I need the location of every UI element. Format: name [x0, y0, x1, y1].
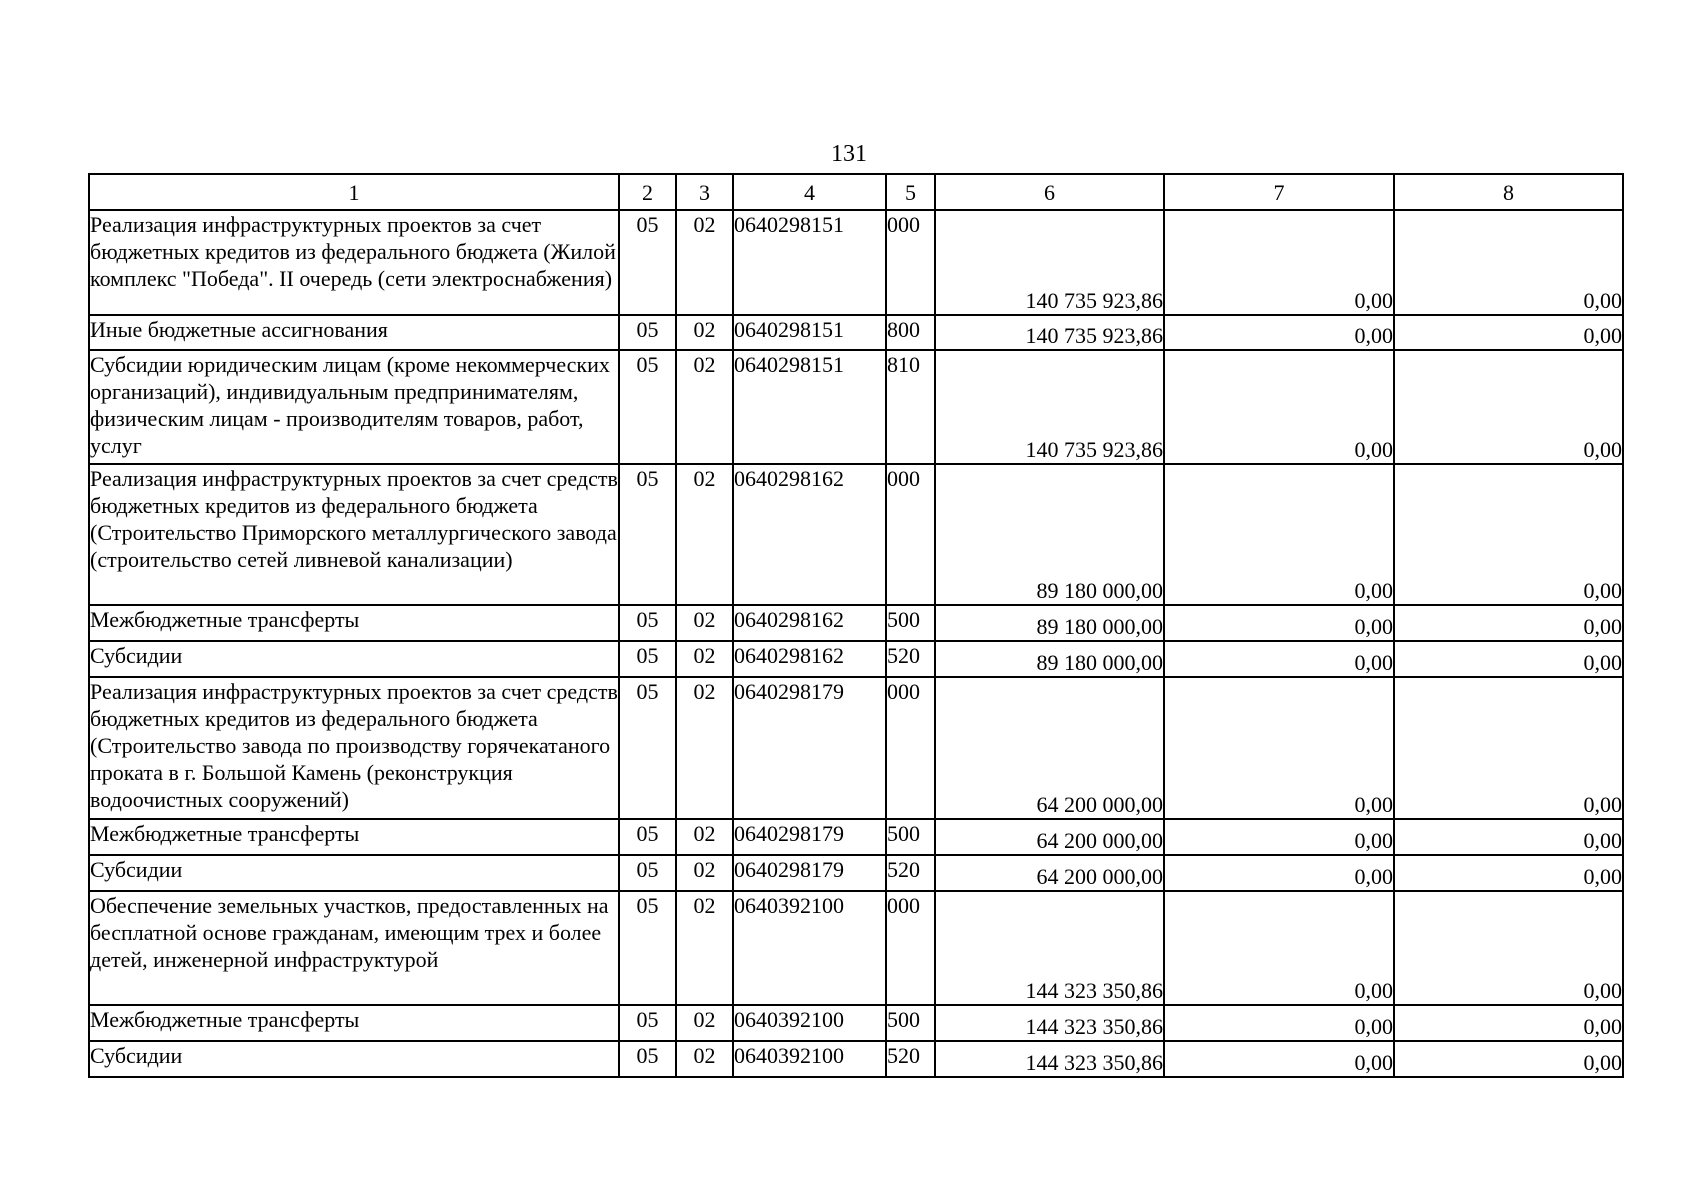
- row-expense-type: 000: [886, 891, 935, 1005]
- row-target-code: 0640298179: [733, 677, 886, 819]
- row-amount-7: 0,00: [1164, 464, 1394, 605]
- table-row: [89, 855, 1623, 891]
- row-amount-7: 0,00: [1164, 1041, 1394, 1077]
- row-amount-6: 144 323 350,86: [935, 1041, 1164, 1077]
- row-name: Межбюджетные трансферты: [89, 605, 619, 641]
- row-subsection: 02: [676, 464, 733, 605]
- row-target-code: 0640298151: [733, 210, 886, 315]
- row-target-code: 0640298151: [733, 315, 886, 350]
- row-subsection: 02: [676, 1005, 733, 1041]
- row-expense-type: 000: [886, 210, 935, 315]
- row-amount-8: 0,00: [1394, 677, 1623, 819]
- row-amount-8: 0,00: [1394, 350, 1623, 464]
- row-expense-type: 520: [886, 855, 935, 891]
- header-cell-2: 2: [619, 174, 676, 210]
- row-section: 05: [619, 855, 676, 891]
- header-cell-1: 1: [89, 174, 619, 210]
- row-subsection: 02: [676, 641, 733, 677]
- row-target-code: 0640392100: [733, 1005, 886, 1041]
- row-amount-6: 144 323 350,86: [935, 1005, 1164, 1041]
- row-amount-6: 64 200 000,00: [935, 855, 1164, 891]
- row-expense-type: 520: [886, 1041, 935, 1077]
- row-amount-7: 0,00: [1164, 641, 1394, 677]
- header-cell-5: 5: [886, 174, 935, 210]
- table-row: [89, 641, 1623, 677]
- row-amount-7: 0,00: [1164, 605, 1394, 641]
- row-subsection: 02: [676, 891, 733, 1005]
- row-amount-6: 89 180 000,00: [935, 605, 1164, 641]
- table-row: [89, 1041, 1623, 1077]
- table-row: [89, 464, 1623, 605]
- row-subsection: 02: [676, 819, 733, 855]
- row-amount-8: 0,00: [1394, 1041, 1623, 1077]
- row-name: Реализация инфраструктурных проектов за счет средств бюджетных кредитов из федерального бюджета (Строительство Приморского металлургического завода (строительство сетей ливневой канализации): [89, 464, 619, 605]
- header-cell-7: 7: [1164, 174, 1394, 210]
- row-expense-type: 000: [886, 677, 935, 819]
- row-section: 05: [619, 464, 676, 605]
- row-amount-7: 0,00: [1164, 210, 1394, 315]
- row-amount-8: 0,00: [1394, 641, 1623, 677]
- row-expense-type: 800: [886, 315, 935, 350]
- row-section: 05: [619, 350, 676, 464]
- table-header-row: [89, 174, 1623, 210]
- row-target-code: 0640298179: [733, 855, 886, 891]
- row-amount-6: 140 735 923,86: [935, 350, 1164, 464]
- row-amount-7: 0,00: [1164, 1005, 1394, 1041]
- row-name: Реализация инфраструктурных проектов за счет средств бюджетных кредитов из федерального бюджета (Строительство завода по производству горячекатаного проката в г. Большой Камень (реконструкция водоочистных сооружений): [89, 677, 619, 819]
- row-amount-6: 64 200 000,00: [935, 677, 1164, 819]
- row-section: 05: [619, 1041, 676, 1077]
- row-amount-7: 0,00: [1164, 819, 1394, 855]
- table-row: [89, 350, 1623, 464]
- table-row: [89, 677, 1623, 819]
- row-subsection: 02: [676, 1041, 733, 1077]
- row-name: Межбюджетные трансферты: [89, 819, 619, 855]
- row-subsection: 02: [676, 315, 733, 350]
- header-cell-4: 4: [733, 174, 886, 210]
- row-amount-8: 0,00: [1394, 315, 1623, 350]
- row-name: Субсидии: [89, 641, 619, 677]
- row-target-code: 0640298179: [733, 819, 886, 855]
- row-subsection: 02: [676, 210, 733, 315]
- row-section: 05: [619, 605, 676, 641]
- row-amount-8: 0,00: [1394, 819, 1623, 855]
- row-subsection: 02: [676, 350, 733, 464]
- row-amount-6: 144 323 350,86: [935, 891, 1164, 1005]
- row-expense-type: 500: [886, 1005, 935, 1041]
- row-target-code: 0640298162: [733, 464, 886, 605]
- row-amount-7: 0,00: [1164, 677, 1394, 819]
- row-name: Реализация инфраструктурных проектов за счет бюджетных кредитов из федерального бюджета (Жилой комплекс "Победа". II очередь (сети электроснабжения): [89, 210, 619, 315]
- row-name: Обеспечение земельных участков, предоставленных на бесплатной основе гражданам, имеющим трех и более детей, инженерной инфраструктурой: [89, 891, 619, 1005]
- header-cell-8: 8: [1394, 174, 1623, 210]
- row-expense-type: 000: [886, 464, 935, 605]
- row-section: 05: [619, 891, 676, 1005]
- row-subsection: 02: [676, 605, 733, 641]
- row-expense-type: 810: [886, 350, 935, 464]
- row-amount-8: 0,00: [1394, 464, 1623, 605]
- row-amount-8: 0,00: [1394, 210, 1623, 315]
- row-target-code: 0640298151: [733, 350, 886, 464]
- page-number: 131: [831, 141, 867, 167]
- row-section: 05: [619, 641, 676, 677]
- table-row: [89, 891, 1623, 1005]
- header-cell-6: 6: [935, 174, 1164, 210]
- row-target-code: 0640298162: [733, 605, 886, 641]
- row-amount-6: 140 735 923,86: [935, 210, 1164, 315]
- row-amount-8: 0,00: [1394, 605, 1623, 641]
- header-cell-3: 3: [676, 174, 733, 210]
- row-name: Субсидии юридическим лицам (кроме некоммерческих организаций), индивидуальным предпринимателям, физическим лицам - производителям товаров, работ, услуг: [89, 350, 619, 464]
- row-amount-8: 0,00: [1394, 1005, 1623, 1041]
- row-expense-type: 520: [886, 641, 935, 677]
- row-amount-6: 89 180 000,00: [935, 464, 1164, 605]
- table-row: [89, 210, 1623, 315]
- row-amount-7: 0,00: [1164, 891, 1394, 1005]
- row-amount-8: 0,00: [1394, 855, 1623, 891]
- row-section: 05: [619, 315, 676, 350]
- row-target-code: 0640392100: [733, 1041, 886, 1077]
- row-name: Субсидии: [89, 1041, 619, 1077]
- table-row: [89, 605, 1623, 641]
- row-expense-type: 500: [886, 819, 935, 855]
- budget-table: [88, 173, 1624, 1078]
- row-amount-8: 0,00: [1394, 891, 1623, 1005]
- row-subsection: 02: [676, 677, 733, 819]
- row-amount-6: 140 735 923,86: [935, 315, 1164, 350]
- table-row: [89, 315, 1623, 350]
- row-target-code: 0640298162: [733, 641, 886, 677]
- row-name: Субсидии: [89, 855, 619, 891]
- table-row: [89, 819, 1623, 855]
- row-section: 05: [619, 677, 676, 819]
- row-name: Межбюджетные трансферты: [89, 1005, 619, 1041]
- row-section: 05: [619, 210, 676, 315]
- row-section: 05: [619, 1005, 676, 1041]
- row-amount-6: 89 180 000,00: [935, 641, 1164, 677]
- row-subsection: 02: [676, 855, 733, 891]
- row-amount-7: 0,00: [1164, 350, 1394, 464]
- row-expense-type: 500: [886, 605, 935, 641]
- row-amount-7: 0,00: [1164, 855, 1394, 891]
- row-name: Иные бюджетные ассигнования: [89, 315, 619, 350]
- table-row: [89, 1005, 1623, 1041]
- row-target-code: 0640392100: [733, 891, 886, 1005]
- row-section: 05: [619, 819, 676, 855]
- row-amount-7: 0,00: [1164, 315, 1394, 350]
- row-amount-6: 64 200 000,00: [935, 819, 1164, 855]
